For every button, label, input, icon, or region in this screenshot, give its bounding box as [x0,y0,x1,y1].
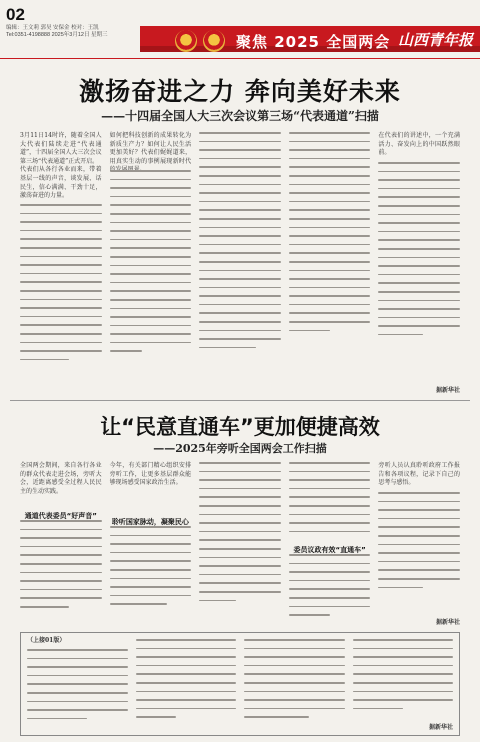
article1-column [20,132,102,394]
article1-paragraph: 在代表们的讲述中，一个充满活力、奋发向上的中国跃然眼前。 [378,132,460,157]
continuation-column [353,637,454,731]
continuation-credit: 据新华社 [428,724,453,731]
continuation-body [27,637,453,731]
party-emblem-icon [203,30,225,52]
article1-headline: 激扬奋进之力 奔向美好未来 [79,77,401,106]
article2-text-block [289,554,371,623]
article1-column [378,132,460,394]
section-title: 聚焦 2025 全国两会 [236,33,391,51]
header-meta-line: 编辑：王文莉 郭昊 安保金 校对：王凯 [6,25,99,31]
article1-text-block [289,132,371,338]
article1-column [199,132,281,394]
article1-credit: 据新华社 [435,387,460,394]
article2-credit: 据新华社 [435,619,460,626]
article2-column [110,462,192,626]
article2-subheadline: ——2025年旁听全国两会工作扫描 [153,442,327,455]
article2-text-block [199,462,281,608]
article1-paragraph: 3月11日14时许，随着全国人大代表们陆续走进“代表通道”，十四届全国人大三次会议第三场“代表通道”正式开启。 [20,132,102,165]
continuation-column [27,637,128,731]
article2-paragraph: 旁听人员认真聆听政府工作报告和各项议程，记录下自己的思考与感悟。 [378,462,460,487]
article1-subheadline: ——十四届全国人大三次会议第三场“代表通道”扫描 [101,109,379,123]
article2-text-block [110,526,192,612]
header-meta [6,25,108,39]
article2-column [289,462,371,626]
continuation-lead: （上接01版） [27,637,66,644]
article1-text-block [199,132,281,355]
article2-paragraph: 今年，有关部门精心组织安排旁听工作，让更多基层群众能够现场感受国家政治生活。 [109,462,192,487]
newspaper-logo: 山西青年报 [398,31,474,49]
continuation-text-block [136,639,237,725]
article2-body [20,462,460,626]
continuation-text-block [353,639,454,716]
continuation-column [244,637,345,731]
national-emblem-icon [175,30,197,52]
article2-text-block [378,492,460,595]
article1-column [289,132,371,394]
article1-text-block [378,162,460,342]
article2-column [199,462,281,626]
page-number: 02 [6,5,25,24]
continuation-text-block [27,649,128,726]
page-header [0,0,480,60]
article2-subhead: 委员议政有效“直通车” [293,546,366,554]
article1-body [20,132,460,394]
article1-paragraph: 代表们从各行各业而来，带着基层一线的声音，谈发展、话民生，信心满满、干劲十足，激荡奋进的力量。 [20,166,102,200]
continuation-box [20,632,460,736]
article2-headline: 让“民意直通车”更加便捷高效 [100,415,380,439]
continuation-column [136,637,237,731]
article2-text-block [20,520,102,615]
article1-column [110,132,192,394]
article1-paragraph: 如何把科技创新的成果转化为新质生产力？如何让人民生活更加美好？代表们娓娓道来，用真实生动的事例展现新时代 [109,132,192,165]
article1-text-block [20,204,102,367]
article2-subhead: 聆听国家脉动，凝聚民心 [111,518,189,526]
article2-subhead: 通道代表委员“好声音” [24,512,97,520]
article2-paragraph: 全国两会期间，来自各行各业的群众代表走进会场，旁听大会，近距离感受全过程人民民主的生动实践。 [20,462,102,495]
article2-text-block [289,462,371,539]
article-divider [10,400,470,401]
header-meta-line: Tel:0351-4198888 2025年3月12日 星期三 [6,32,108,38]
continuation-text-block [244,639,345,725]
article2-column [20,462,102,626]
article2-column [378,462,460,626]
header-divider [0,58,480,59]
article1-text-block [110,170,192,359]
